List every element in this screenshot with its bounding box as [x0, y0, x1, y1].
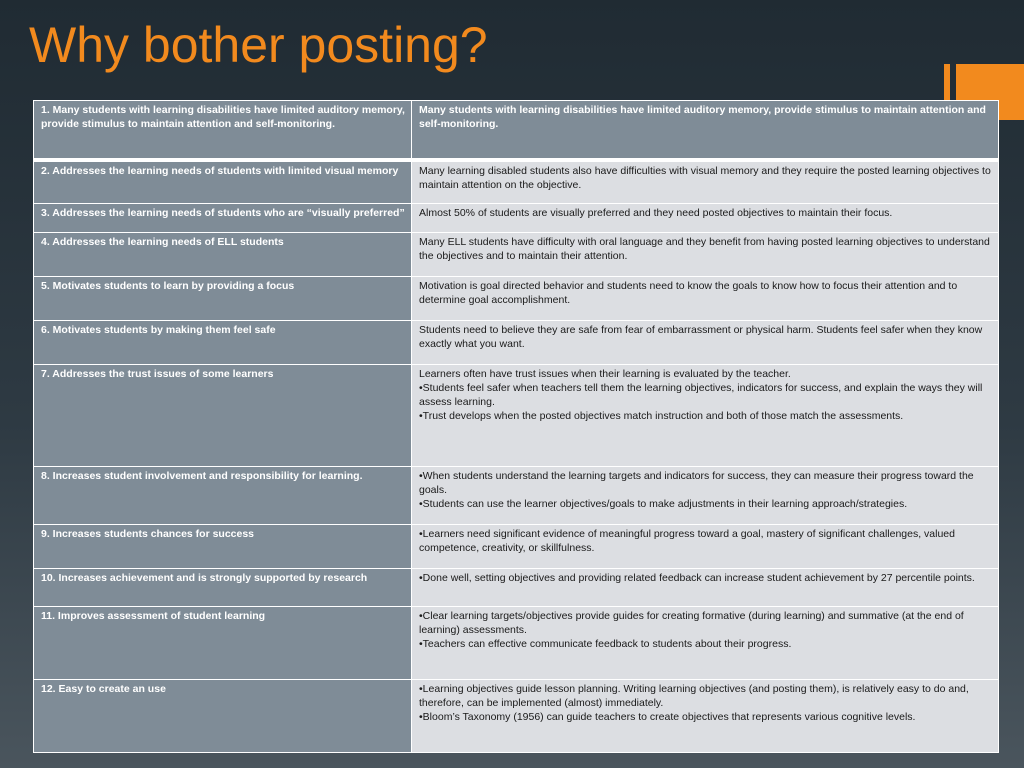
explanation-line: •Bloom’s Taxonomy (1956) can guide teachers to create objectives that represents various cognitive levels.: [419, 711, 916, 723]
reason-cell: 3. Addresses the learning needs of students who are “visually preferred”: [34, 204, 412, 233]
reason-cell: 4. Addresses the learning needs of ELL students: [34, 233, 412, 277]
explanation-line: •Teachers can effective communicate feedback to students about their progress.: [419, 638, 792, 650]
reason-cell: 6. Motivates students by making them feel safe: [34, 321, 412, 365]
reason-cell: 10. Increases achievement and is strongly supported by research: [34, 569, 412, 607]
reasons-table-container: [33, 100, 999, 753]
table-row: [34, 607, 999, 680]
explanation-line: •Clear learning targets/objectives provide guides for creating formative (during learning) and summative (at the end of learning) assessments.: [419, 610, 964, 636]
table-row: [34, 321, 999, 365]
table-row: [34, 569, 999, 607]
explanation-cell: [412, 525, 999, 569]
reason-cell: 5. Motivates students to learn by providing a focus: [34, 277, 412, 321]
explanation-line: Learners often have trust issues when their learning is evaluated by the teacher.: [419, 368, 791, 380]
explanation-line: •Students can use the learner objectives/goals to make adjustments in their learning approach/strategies.: [419, 498, 908, 510]
explanation-cell: [412, 160, 999, 204]
reason-cell: 1. Many students with learning disabilities have limited auditory memory, provide stimulus to maintain attention and self-monitoring.: [34, 101, 412, 160]
table-row: [34, 101, 999, 160]
explanation-line: •Students feel safer when teachers tell them the learning objectives, indicators for success, and explain the ways they will assess learning.: [419, 382, 983, 408]
reason-cell: 9. Increases students chances for success: [34, 525, 412, 569]
explanation-line: Many students with learning disabilities have limited auditory memory, provide stimulus to maintain attention and self-monitoring.: [419, 104, 986, 130]
explanation-line: Many ELL students have difficulty with oral language and they benefit from having posted learning objectives to understand the objectives and to maintain their attention.: [419, 236, 990, 262]
explanation-line: •Learning objectives guide lesson planning. Writing learning objectives (and posting them), is relatively easy to do and, therefore, can be implemented (almost) immediately.: [419, 683, 969, 709]
table-row: [34, 680, 999, 753]
explanation-cell: [412, 101, 999, 160]
explanation-cell: [412, 204, 999, 233]
explanation-line: Many learning disabled students also have difficulties with visual memory and they require the posted learning objectives to maintain attention on the objective.: [419, 164, 991, 191]
table-row: [34, 160, 999, 204]
explanation-line: •Trust develops when the posted objectives match instruction and both of those match the assessments.: [419, 410, 904, 422]
table-row: [34, 525, 999, 569]
explanation-line: •Learners need significant evidence of meaningful progress toward a goal, mastery of significant challenges, valued competence, creativity, or skillfulness.: [419, 528, 955, 554]
reason-cell: 2. Addresses the learning needs of students with limited visual memory: [34, 160, 412, 204]
explanation-line: Motivation is goal directed behavior and students need to know the goals to know how to focus their attention and to determine goal accomplishment.: [419, 280, 958, 306]
explanation-cell: [412, 607, 999, 680]
explanation-line: Almost 50% of students are visually preferred and they need posted objectives to maintain their focus.: [419, 207, 893, 219]
reasons-table: [33, 100, 999, 753]
explanation-cell: [412, 233, 999, 277]
explanation-cell: [412, 365, 999, 467]
explanation-cell: [412, 277, 999, 321]
explanation-cell: [412, 680, 999, 753]
reason-cell: 7. Addresses the trust issues of some learners: [34, 365, 412, 467]
table-row: [34, 233, 999, 277]
explanation-line: •When students understand the learning targets and indicators for success, they can measure their progress toward the goals.: [419, 470, 974, 496]
explanation-cell: [412, 569, 999, 607]
table-row: [34, 365, 999, 467]
explanation-cell: [412, 321, 999, 365]
explanation-line: •Done well, setting objectives and providing related feedback can increase student achievement by 27 percentile points.: [419, 572, 975, 584]
reason-cell: 8. Increases student involvement and responsibility for learning.: [34, 467, 412, 525]
reason-cell: 11. Improves assessment of student learning: [34, 607, 412, 680]
explanation-cell: [412, 467, 999, 525]
table-row: [34, 467, 999, 525]
table-row: [34, 204, 999, 233]
explanation-line: Students need to believe they are safe from fear of embarrassment or physical harm. Students feel safer when they know exactly what you want.: [419, 324, 983, 350]
slide-title: Why bother posting?: [29, 17, 488, 73]
table-row: [34, 277, 999, 321]
reason-cell: 12. Easy to create an use: [34, 680, 412, 753]
